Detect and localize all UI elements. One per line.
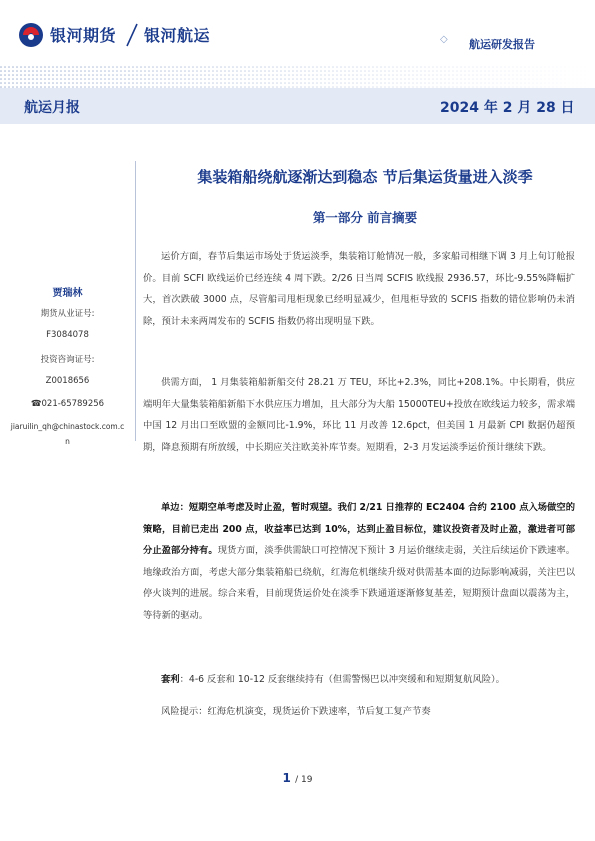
paragraph-unilateral	[143, 497, 575, 626]
paragraph-price-text: 运价方面，春节后集运市场处于货运淡季，集装箱订舱情况一般，多家船司相继下调 3 月上旬订舱报价。目前 SCFI 欧线运价已经连续 4 周下跌。2/26 日当周 SCFIS 欧线报 2936.57，环比-9.55%降幅扩大，首次跌破 3000 点，尽管船司甩柜现象已经明显减少，但甩柜导致的 SCFIS 指数的错位影响仍未消除，预计未来两周发布的 SCFIS 指数仍将出现明显下跌。	[143, 251, 575, 327]
advisor-label: 投资咨询证号:	[40, 355, 95, 365]
galaxy-futures-logo-icon	[18, 22, 44, 48]
report-title: 集装箱船绕航逐渐达到稳态 节后集运货量进入淡季	[197, 168, 533, 186]
paragraph-supply-demand	[143, 372, 575, 458]
email-line-2[interactable]: n	[65, 437, 70, 446]
analyst-name: 贾瑞林	[52, 288, 83, 299]
paragraph-arbitrage-bold: 套利	[161, 674, 180, 685]
brand-left: 银河期货	[50, 26, 117, 45]
department-label: 航运研发报告	[469, 38, 535, 51]
report-type: 航运月报	[24, 100, 80, 116]
advisor-number: Z0018656	[45, 376, 90, 386]
email-line-1[interactable]: jiaruilin_qh@chinastock.com.c	[10, 422, 125, 431]
sidebar-divider	[135, 161, 136, 441]
paragraph-arbitrage-text: ：4-6 反套和 10-12 反套继续持有（但需警惕巴以冲突缓和和短期复航风险）。	[179, 674, 505, 685]
brand-right: 银河航运	[144, 26, 211, 45]
diamond-icon: ◇	[440, 34, 448, 45]
phone-number: ☎021-65789256	[30, 399, 105, 409]
paragraph-risk-text: 风险提示：红海危机演变，现货运价下跌速率，节后复工复产节奏	[161, 706, 431, 717]
license-label: 期货从业证号:	[40, 309, 95, 319]
license-number: F3084078	[46, 330, 89, 340]
paragraph-unilateral-text: 现货方面，淡季供需缺口可控情况下预计 3 月运价继续走弱，关注后续运价下跌速率。地缘政治方面，考虑大部分集装箱船已绕航，红海危机继续升级对供需基本面的边际影响减弱，关注巴以停火谈判的进展。综合来看，目前现货运价处在淡季下跌通道逐渐修复基差，短期预计盘面以震荡为主，等待新的驱动。	[143, 545, 575, 621]
paragraph-arbitrage	[143, 669, 575, 691]
dot-pattern-divider	[0, 66, 595, 88]
section-title: 第一部分 前言摘要	[312, 210, 418, 225]
paragraph-unilateral-bold: 单边：短期空单考虑及时止盈，暂时观望。我们 2/21 日推荐的 EC2404 合约 2100 点入场做空的策略，目前已走出 200 点，收益率已达到 10%，达到止盈目标位，建议投资者及时止盈，激进者可部分止盈部分持有。	[143, 502, 575, 556]
report-date: 2024 年 2 月 28 日	[440, 100, 575, 116]
paragraph-risk	[143, 701, 575, 723]
paragraph-supply-demand-text: 供需方面， 1 月集装箱船新船交付 28.21 万 TEU，环比+2.3%，同比+208.1%。中长期看，供应端明年大量集装箱船新船下水供应压力增加，且大部分为大船 15000TEU+投放在欧线运力较多，需求端中国 12 月出口至欧盟的金额同比-1.9%，环比 11 月改善 12.6pct，但美国 1 月最新 CPI 数据仍超预期，降息预期有所放缓，中长期应关注欧美补库节奏。短期看，2-3 月发运淡季运价预计继续下跌。	[143, 377, 575, 453]
paragraph-price	[143, 246, 575, 332]
page-current: 1	[282, 771, 291, 785]
page-total: / 19	[295, 775, 313, 785]
page-number	[0, 771, 595, 785]
brand-divider	[125, 22, 139, 48]
